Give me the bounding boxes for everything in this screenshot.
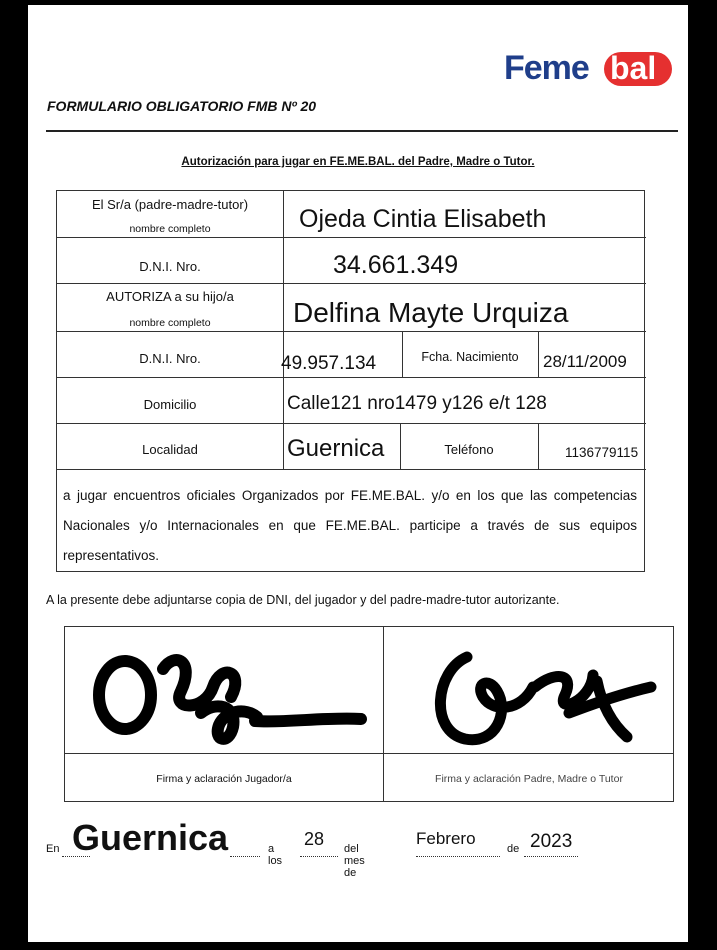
- footer-dots: [524, 856, 578, 857]
- child-dni-label: D.N.I. Nro.: [139, 351, 201, 366]
- birth-date-label: Fcha. Nacimiento: [421, 350, 519, 364]
- locality-label: Localidad: [142, 442, 198, 457]
- parent-dni-value: 34.661.349: [333, 251, 459, 279]
- form-page: [28, 5, 688, 942]
- femebal-logo: [504, 48, 674, 88]
- footer-dots: [416, 856, 500, 857]
- footer-month-label: del mes de: [344, 843, 365, 879]
- footer-dots: [230, 856, 260, 857]
- authorize-label: AUTORIZA a su hijo/a: [106, 289, 234, 304]
- parent-signature: [405, 641, 665, 753]
- footer-place-value: Guernica: [72, 817, 229, 858]
- player-signature: [85, 641, 375, 751]
- signature-box: [64, 626, 674, 802]
- parent-name-value: Ojeda Cintia Elisabeth: [299, 205, 547, 233]
- footer-dots: [300, 856, 338, 857]
- row-divider: [57, 283, 646, 284]
- authorization-table: [56, 190, 645, 572]
- footer-de-label: de: [507, 843, 520, 855]
- birth-date-value: 28/11/2009: [543, 352, 627, 371]
- player-signature-caption: Firma y aclaración Jugador/a: [156, 773, 292, 785]
- address-label: Domicilio: [143, 397, 197, 412]
- address-value: Calle121 nro1479 y126 e/t 128: [287, 393, 547, 414]
- authorization-text: a jugar encuentros oficiales Organizados por FE.ME.BAL. y/o en los que las competencias Nacionales y/o Internacionales en que FE.ME.BAL. participe a través de sus equipos representativos.: [63, 488, 637, 563]
- col-divider: [538, 331, 539, 377]
- footer-month-value: Febrero: [416, 829, 476, 848]
- col-divider: [538, 423, 539, 469]
- child-name-value: Delfina Mayte Urquiza: [293, 297, 569, 328]
- footer-day-value: 28: [304, 829, 325, 849]
- row-divider: [57, 469, 646, 470]
- row-divider: [57, 423, 646, 424]
- phone-value: 1136779115: [565, 445, 639, 460]
- attachment-note: A la presente debe adjuntarse copia de DNI, del jugador y del padre-madre-tutor autorizante.: [46, 593, 560, 607]
- phone-label: Teléfono: [444, 442, 494, 457]
- logo-text-bal: bal: [610, 50, 657, 86]
- locality-value: Guernica: [287, 435, 385, 462]
- logo-text-feme: Feme: [504, 49, 589, 87]
- parent-dni-label: D.N.I. Nro.: [139, 259, 201, 274]
- child-full-name-label: nombre completo: [129, 317, 211, 329]
- title-divider: [46, 130, 678, 132]
- parent-label: El Sr/a (padre-madre-tutor): [91, 197, 249, 212]
- child-dni-value: 49.957.134: [281, 353, 377, 374]
- row-divider: [57, 237, 646, 238]
- row-divider: [57, 331, 646, 332]
- footer-a-los-label: a los: [268, 843, 283, 867]
- col-divider: [283, 191, 284, 469]
- form-title: FORMULARIO OBLIGATORIO FMB Nº 20: [47, 98, 317, 114]
- footer-en-label: En: [46, 843, 60, 855]
- form-subtitle: Autorización para jugar en FE.ME.BAL. del Padre, Madre o Tutor.: [181, 156, 535, 168]
- parent-signature-caption: Firma y aclaración Padre, Madre o Tutor: [435, 773, 623, 785]
- parent-full-name-label: nombre completo: [129, 223, 211, 235]
- row-divider: [57, 377, 646, 378]
- signature-caption-divider: [65, 753, 673, 754]
- footer-year-value: 2023: [530, 831, 573, 852]
